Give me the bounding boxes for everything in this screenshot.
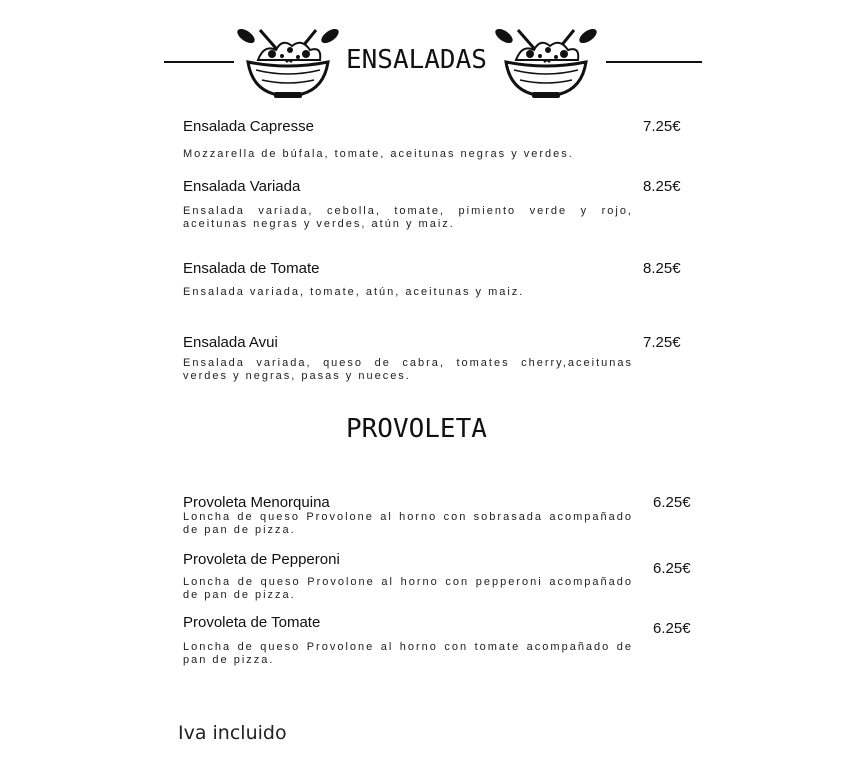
header-rule-left	[164, 61, 234, 63]
salad-bowl-icon	[232, 26, 344, 100]
item-price: 8.25€	[643, 178, 681, 195]
item-name: Provoleta de Pepperoni	[183, 551, 340, 568]
section-title-ensaladas: ENSALADAS	[346, 45, 487, 75]
item-description: Loncha de queso Provolone al horno con tomate acompañado de pan de pizza.	[183, 641, 633, 666]
item-name: Provoleta Menorquina	[183, 494, 330, 511]
item-name: Ensalada de Tomate	[183, 260, 320, 277]
item-name: Ensalada Avui	[183, 334, 278, 351]
tax-note: Iva incluido	[178, 722, 287, 744]
item-description: Ensalada variada, queso de cabra, tomates cherry,aceitunas verdes y negras, pasas y nueces.	[183, 357, 633, 382]
section-title-provoleta: PROVOLETA	[346, 414, 487, 444]
item-description: Ensalada variada, tomate, atún, aceitunas y maiz.	[183, 286, 525, 298]
item-description: Loncha de queso Provolone al horno con sobrasada acompañado de pan de pizza.	[183, 511, 633, 536]
item-description: Mozzarella de búfala, tomate, aceitunas negras y verdes.	[183, 148, 574, 160]
item-name: Provoleta de Tomate	[183, 614, 321, 631]
item-name: Ensalada Capresse	[183, 118, 314, 135]
item-name: Ensalada Variada	[183, 178, 301, 195]
item-price: 6.25€	[653, 560, 691, 577]
item-price: 8.25€	[643, 260, 681, 277]
item-price: 6.25€	[653, 494, 691, 511]
item-price: 7.25€	[643, 334, 681, 351]
item-description: Ensalada variada, cebolla, tomate, pimiento verde y rojo, aceitunas negras y verdes, atún y maiz.	[183, 205, 633, 230]
item-price: 6.25€	[653, 620, 691, 637]
header-rule-right	[606, 61, 702, 63]
item-description: Loncha de queso Provolone al horno con pepperoni acompañado de pan de pizza.	[183, 576, 633, 601]
salad-bowl-icon	[490, 26, 602, 100]
item-price: 7.25€	[643, 118, 681, 135]
